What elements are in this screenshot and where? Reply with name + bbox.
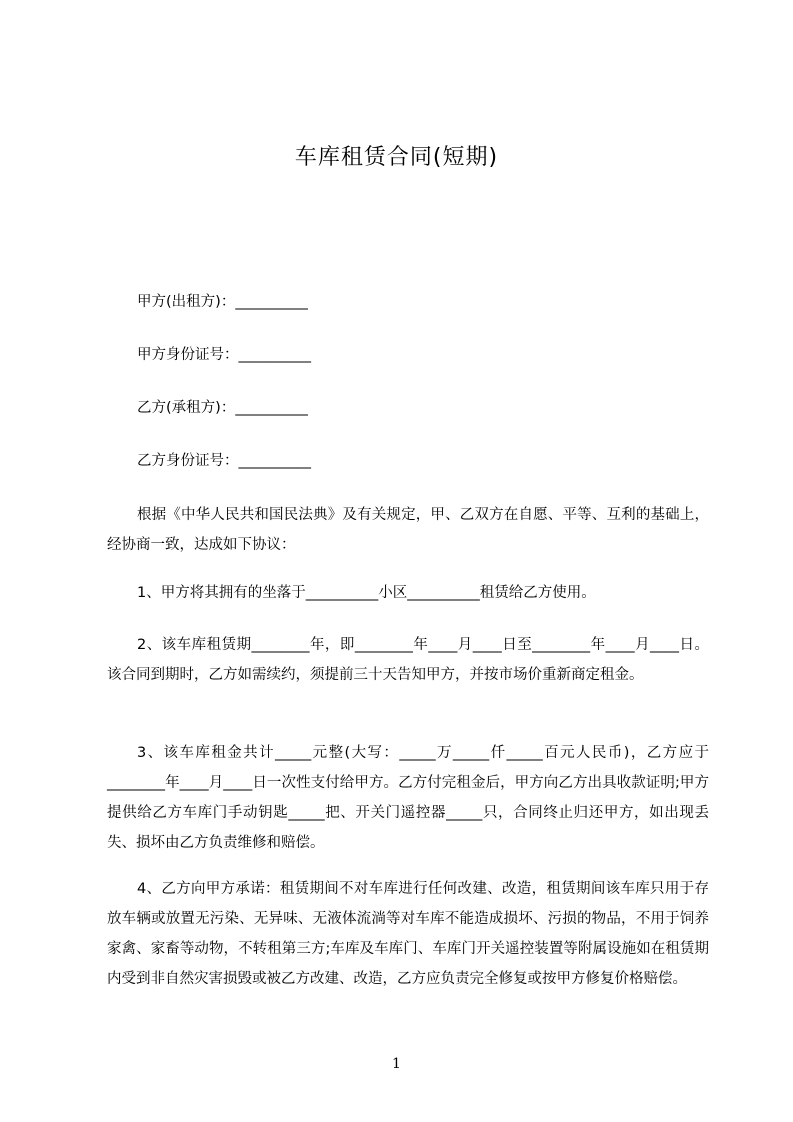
clause-3: 3、该车库租金共计_____元整(大写：_____万_____仟_____百元人民币)，乙方应于________年____月____日一次性支付给甲方。乙方付完租金后，甲方向乙方出具收款证明;甲方提供给乙方车库门手动钥匙_____把、开关门遥控器_____只，合同终止归还甲方，如出现丢失、损坏由乙方负责维修和赔偿。 bbox=[107, 745, 709, 851]
page-number: 1 bbox=[392, 1056, 401, 1072]
party-b-id-line: 乙方身份证号：__________ bbox=[137, 453, 311, 469]
clause-1: 1、甲方将其拥有的坐落于__________小区__________租赁给乙方使用。 bbox=[137, 585, 596, 601]
clause-2: 2、该车库租赁期________年，即________年____月____日至________年____月____日。该合同到期时，乙方如需续约，须提前三十天告知甲方，并按市场价重新商定租金。 bbox=[107, 637, 709, 683]
document-title: 车库租赁合同(短期) bbox=[294, 145, 499, 170]
party-b-name-line: 乙方(承租方)：__________ bbox=[137, 400, 308, 416]
party-a-name-line: 甲方(出租方)：__________ bbox=[137, 294, 308, 310]
intro-paragraph: 根据《中华人民共和国民法典》及有关规定，甲、乙双方在自愿、平等、互利的基础上，经协商一致，达成如下协议： bbox=[107, 507, 709, 553]
clause-4: 4、乙方向甲方承诺：租赁期间不对车库进行任何改建、改造，租赁期间该车库只用于存放车辆或放置无污染、无异味、无液体流淌等对车库不能造成损坏、污损的物品，不用于饲养家禽、家畜等动物，不转租第三方;车库及车库门、车库门开关遥控装置等附属设施如在租赁期内受到非自然灾害损毁或被乙方改建、改造，乙方应负责完全修复或按甲方修复价格赔偿。 bbox=[107, 881, 709, 987]
party-a-id-line: 甲方身份证号：__________ bbox=[137, 347, 311, 363]
